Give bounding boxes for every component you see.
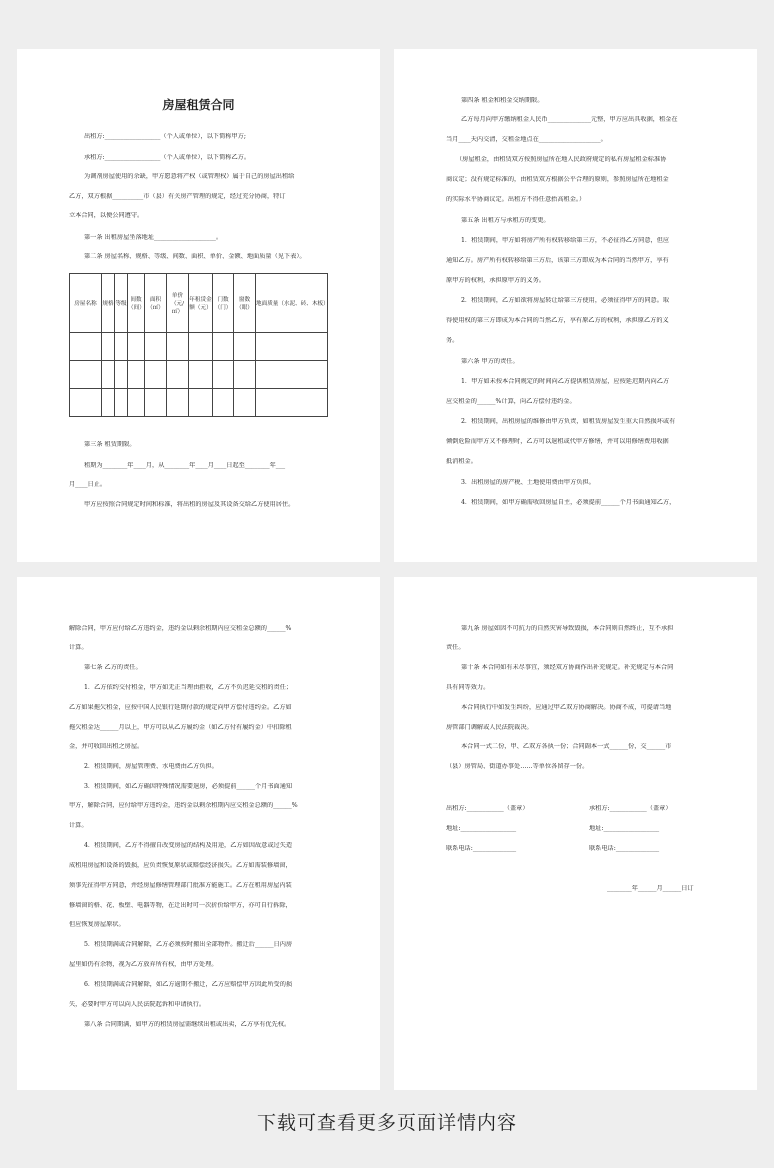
text-line: 3．出租房屋的房产税、土地使用费由甲方负担。 — [461, 479, 595, 486]
table-row — [70, 361, 328, 389]
text-line: 立本合同，以便公同遵守。 — [69, 212, 144, 219]
text-line: 务。 — [446, 337, 459, 344]
table-header: 等级 — [115, 274, 128, 333]
text-line: 乙方每月向甲方缴纳租金人民币______________元整，甲方应出具收据，租金在 — [461, 116, 678, 123]
text-line: 得使用权的第三方即成为本合同的当然乙方，享有原乙方的权利，承担原乙方的义 — [446, 317, 669, 324]
text-line: 房管部门调解或人民法院裁决。 — [446, 724, 533, 731]
text-line: 出租方:__________________（个人或单位），以下简称甲方; — [84, 133, 246, 140]
text-line: 乙方，双方根据__________市（县）有关房产管理的规定，经过充分协商，特订 — [69, 193, 286, 200]
text-line: 第七条 乙方的责任。 — [84, 664, 142, 671]
text-line: （县）房管局、街道办事处……等单位各留存一份。 — [446, 763, 589, 770]
lessee-phone-field: 联系电话:______________ — [589, 845, 660, 852]
text-line: 应交租金的______%计算，向乙方偿付违约金。 — [446, 398, 576, 405]
contract-page-1 — [17, 49, 380, 562]
text-line: 解除合同，甲方应付给乙方违约金，违约金以剩余租期内应交租金总额的______% — [69, 625, 292, 632]
text-line: 租期为________年____月，从________年____月____日起至________年___ — [84, 462, 286, 469]
text-line: 通知乙方。房产所有权转移给第三方后，该第三方即成为本合同的当然甲方，享有 — [446, 257, 669, 264]
text-line: 6．租赁期满或合同解除，如乙方逾期不搬迁，乙方应赔偿甲方因此所受的损 — [84, 981, 293, 988]
contract-title: 房屋租赁合同 — [162, 98, 235, 112]
contract-page-2 — [394, 49, 757, 562]
text-line: 商议定；没有规定标准的，由租赁双方根据公平合理的原则，参照房屋所在地租金 — [446, 176, 669, 183]
table-header: 门数（门） — [213, 274, 234, 333]
text-line: 须事先征得甲方同意，并经房屋修缮管理部门批准方能施工。乙方在租用房屋内装 — [69, 882, 292, 889]
text-line: 第十条 本合同如有未尽事宜，须经双方协商作出补充规定。补充规定与本合同 — [461, 664, 674, 671]
text-line: 原甲方的权利，承担原甲方的义务。 — [446, 277, 545, 284]
text-line: 当月____天内交清，交租金地点在____________________。 — [446, 136, 607, 143]
text-line: 失，必要时甲方可以向人民法院起诉和申请执行。 — [69, 1001, 206, 1008]
text-line: 拖欠租金达______月以上，甲方可以从乙方履约金（如乙方付有履约金）中扣除租 — [69, 724, 292, 731]
text-line: 2．租赁期间，出租房屋的维修由甲方负责，如租赁房屋发生重大自然损坏或有 — [461, 418, 676, 425]
text-line: 3．租赁期间，如乙方确因特殊情况需要退房，必须提前______个月书面通知 — [84, 783, 293, 790]
text-line: 第二条 房屋名称、规格、等级、间数、面积、单价、金额、地面质量（见下表）。 — [84, 253, 306, 260]
house-info-table — [69, 273, 328, 417]
text-line: 乙方如果拖欠租金，应按中国人民银行延期付款的规定向甲方偿付违约金。乙方如 — [69, 704, 292, 711]
text-line: 成租用房屋和设备的毁损，应负责恢复原状或赔偿经济损失。乙方如需装修墙窗， — [69, 862, 292, 869]
download-prompt[interactable]: 下载可查看更多页面详情内容 — [256, 1112, 517, 1134]
table-header: 房屋名称 — [70, 274, 102, 333]
contract-page-4 — [394, 577, 757, 1090]
text-line: 但应恢复房屋原状。 — [69, 921, 125, 928]
table-header-row — [70, 274, 328, 333]
text-line: 1．甲方如未按本合同规定的时间向乙方提供租赁房屋，应按延迟期内向乙方 — [461, 378, 670, 385]
table-header: 地面质量（水泥、砖、木板） — [256, 274, 328, 333]
text-line: 2．租赁期间，乙方如欲将房屋转让给第三方使用，必须征得甲方的同意。取 — [461, 297, 670, 304]
text-line: 抵消租金。 — [446, 458, 477, 465]
text-line: 的实际水平协商议定。出租方不得任意抬高租金。） — [446, 196, 586, 203]
lessor-signature-field: 出租方:____________（盖章） — [446, 805, 529, 812]
text-line: 计算。 — [69, 644, 88, 651]
text-line: 本合同执行中如发生纠纷，应通过甲乙双方协商解决。协商不成，可提请当地 — [461, 704, 672, 711]
text-line: 第八条 合同期满，如甲方的租赁房屋需继续出租或出卖，乙方享有优先权。 — [84, 1021, 291, 1028]
table-header: 间数（间） — [128, 274, 145, 333]
text-line: 屋里如仍有余物，视为乙方放弃所有权，由甲方处理。 — [69, 961, 218, 968]
text-line: 4．租赁期间，乙方不得擅自改变房屋的结构及用途，乙方如因故意或过失造 — [84, 842, 293, 849]
text-line: 计算。 — [69, 822, 88, 829]
text-line: 倾倒危险而甲方又不修理时，乙方可以退租或代甲方修缮，并可以用修缮费用收据 — [446, 438, 669, 445]
text-line: 第一条 出租房屋坐落地址____________________。 — [84, 234, 223, 241]
lessee-signature-field: 承租方:____________（盖章） — [589, 805, 672, 812]
text-line: 4．租赁期间，如甲方确需收回房屋自主，必须提前______个月书面通知乙方， — [461, 499, 676, 506]
lessor-phone-field: 联系电话:______________ — [446, 845, 517, 852]
text-line: 第四条 租金和租金交纳期限。 — [461, 97, 544, 104]
text-line: 第六条 甲方的责任。 — [461, 358, 519, 365]
text-line: 1．乙方依约交付租金，甲方如无正当理由拒收，乙方不负迟延交租的责任； — [84, 684, 293, 691]
text-line: 为调剂房屋使用的余缺，甲方愿意将产权（或管理权）属于自己的房屋出租给 — [84, 173, 295, 180]
text-line: 1．租赁期间，甲方如将房产所有权转移给第三方，不必征得乙方同意，但应 — [461, 237, 670, 244]
text-line: 第三条 租赁期限。 — [84, 441, 136, 448]
table-header: 单价（元/㎡） — [167, 274, 189, 333]
text-line: 2．租赁期间，房屋管理费、水电费由乙方负担。 — [84, 763, 218, 770]
lessee-address-field: 地址:__________________ — [589, 825, 660, 832]
lessor-address-field: 地址:__________________ — [446, 825, 517, 832]
text-line: 承租方:__________________（个人或单位），以下简称乙方。 — [84, 154, 251, 161]
text-line: 月____日止。 — [69, 481, 107, 488]
text-line: 5．租赁期满或合同解除，乙方必须按时搬出全部物件。搬迁后______日内房 — [84, 941, 293, 948]
text-line: 第九条 房屋如因不可抗力的自然灾害导致毁损，本合同则自然终止，互不承担 — [461, 625, 674, 632]
table-row — [70, 333, 328, 361]
table-header: 规格 — [102, 274, 115, 333]
text-line: 甲方，解除合同，应付给甲方违约金，违约金以剩余租期内应交租金总额的______% — [69, 802, 298, 809]
text-line: 甲方应按照合同规定时间和标准，将出租的房屋及其设备交给乙方使用居住。 — [84, 501, 295, 508]
table-header: 面积（㎡） — [145, 274, 167, 333]
contract-page-3 — [17, 577, 380, 1090]
text-line: 具有同等效力。 — [446, 684, 490, 691]
table-header: 年租赁金额（元） — [189, 274, 213, 333]
text-line: 责任。 — [446, 644, 465, 651]
text-line: 修墙窗的格、花、板壁、电器等物，在迁出时可一次折价给甲方，亦可自行拆除， — [69, 902, 292, 909]
text-line: 本合同一式二份，甲、乙双方各执一份；合同副本一式______份，交______市 — [461, 743, 672, 750]
table-header: 窗数（眼） — [234, 274, 256, 333]
text-line: 第五条 出租方与承租方的变更。 — [461, 217, 550, 224]
text-line: 金，并可收回出租之房屋。 — [69, 743, 144, 750]
text-line: （房屋租金，由租赁双方按照房屋所在地人民政府规定的私有房屋租金标准协 — [456, 156, 667, 163]
contract-date: ________年______月______日订 — [607, 885, 694, 892]
table-row — [70, 389, 328, 417]
